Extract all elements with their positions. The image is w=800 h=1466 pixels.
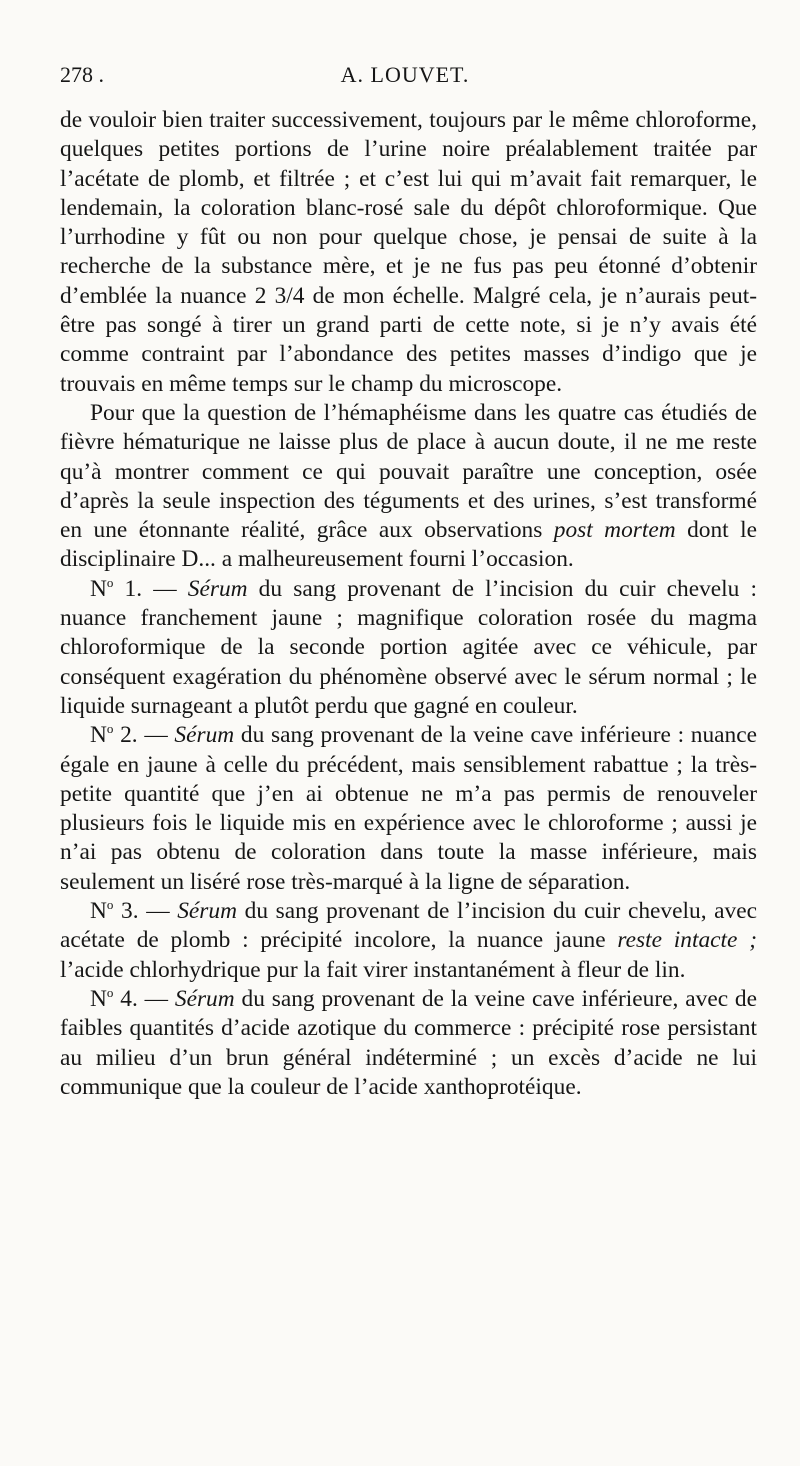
item-text: du sang provenant de l’incision du cuir chevelu : nuance franchement jaune ; magnifique coloration rosée du magma chloroformique de la seconde portion agitée avec ce véhicule, par conséquent exagération du phénomène observé avec le sérum normal ; le liquide surnageant a plutôt perdu que gagné en couleur. <box>60 575 757 719</box>
item-number: 3. — <box>113 898 178 925</box>
item-no: N <box>90 898 107 925</box>
paragraph-text: dont le disciplinaire D... a malheureusement fourni l’occasion. <box>60 517 757 573</box>
item-text: du sang provenant de la veine cave inférieure, avec de faibles quantités d’acide azotique du commerce : précipité rose persistant au milieu d’un brun général indéterminé ; un excès d’acide ne lui communique que la couleur de l’acide xanthoprotéique. <box>60 985 757 1100</box>
item-text: du sang provenant de l’incision du cuir chevelu, avec acétate de plomb : précipité incolore, la nuance jaune <box>60 898 758 954</box>
item-heading: Sérum <box>187 575 248 602</box>
running-header <box>60 62 750 92</box>
item-heading: Sérum <box>174 985 235 1012</box>
running-head-author: A. LOUVET. <box>340 62 470 87</box>
item-no-sup: o <box>106 574 114 590</box>
item-number: 1. — <box>113 575 188 602</box>
item-number: 2. — <box>113 722 175 749</box>
observation-item-3 <box>60 897 757 985</box>
paragraph-continuation: de vouloir bien traiter successivement, toujours par le même chloroforme, quelques petites portions de l’urine noire préalablement traitée par l’acétate de plomb, et filtrée ; et c’est lui qui m’avait fait remarquer, le lendemain, la coloration blanc-rosé sale du dépôt chloroformique. Que l’urrhodine y fût ou non pour quelque chose, je pensai de suite à la recherche de la substance mère, et je ne fus pas peu étonné d’obtenir d’emblée la nuance 2 3/4 de mon échelle. Malgré cela, je n’aurais peut-être pas songé à tirer un grand parti de cette note, si je n’y avais été comme contraint par l’abondance des petites masses d’indigo que je trouvais en même temps sur le champ du microscope. <box>60 107 757 397</box>
italic-phrase: post mortem <box>553 517 676 544</box>
observation-item-4 <box>60 985 757 1102</box>
item-no: N <box>90 575 107 602</box>
item-text: l’acide chlorhydrique pur la fait virer instantanément à fleur de lin. <box>60 956 686 983</box>
item-no-sup: o <box>106 985 114 1001</box>
italic-phrase: reste intacte ; <box>617 927 757 954</box>
page-number: 278 . <box>60 62 104 87</box>
observation-item-2 <box>60 721 757 897</box>
item-number: 4. — <box>113 985 175 1012</box>
item-no: N <box>90 985 107 1012</box>
item-heading: Sérum <box>174 722 235 749</box>
item-no-sup: o <box>106 897 114 913</box>
page-body <box>60 106 757 1102</box>
item-heading: Sérum <box>177 898 237 925</box>
paragraph-text: Pour que la question de l’hémaphéisme dans les quatre cas étudiés de fièvre hématurique ne laisse plus de place à aucun doute, il ne me reste qu’à montrer comment ce qui pouvait paraître une conception, osée d’après la seule inspection des téguments et des urines, s’est transformé en une étonnante réalité, grâce aux observations <box>60 399 757 544</box>
item-no: N <box>90 722 107 749</box>
item-no-sup: o <box>106 721 114 737</box>
item-text: du sang provenant de la veine cave inférieure : nuance égale en jaune à celle du précédent, mais sensiblement rabattue ; la très-petite quantité que j’en ai obtenue ne m’a pas permis de renouveler plusieurs fois le liquide mis en expérience avec le chloroforme ; aussi je n’ai pas obtenu de coloration dans toute la masse inférieure, mais seulement un liséré rose très-marqué à la ligne de séparation. <box>60 722 757 895</box>
paragraph-hemapheisme <box>60 399 757 575</box>
observation-item-1 <box>60 575 757 721</box>
